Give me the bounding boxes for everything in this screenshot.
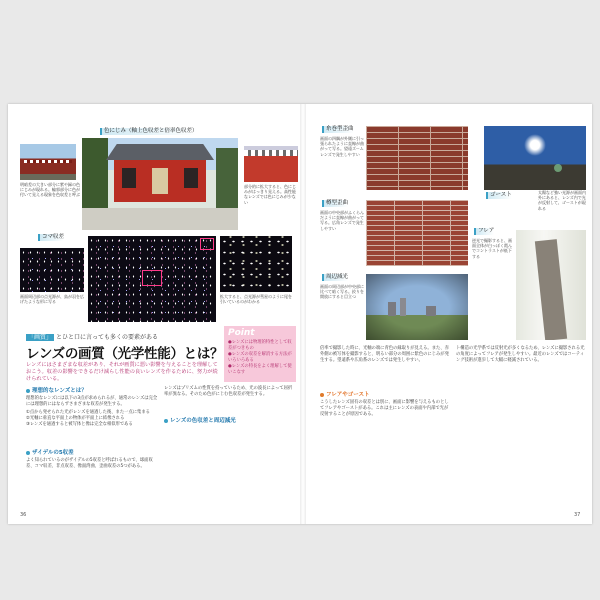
section-title-chromatic: 色にじみ（軸上色収差と倍率色収差） [100, 128, 198, 135]
heading-seidel-text: ザイデルの5収差 [32, 450, 74, 456]
heading-ideal-lens [26, 386, 87, 394]
section-title-flare: フレア [474, 228, 494, 235]
point-item: ●レンズの収差を解消する方法がいろいろある [228, 352, 292, 363]
brick-photo-pincushion [366, 200, 468, 266]
heading-seidel [26, 448, 74, 456]
heading-chroma [164, 416, 236, 424]
coma-starfield-photo [88, 236, 216, 322]
caption-ghost: 太陽など強い光源が画面内外にあると、レンズ内で光が反射して、ゴーストが現れる [538, 190, 586, 211]
section-title-pincushion: 樽型歪曲 [322, 200, 348, 207]
list-item: ①点から発せられた光がレンズを通過した後、また一点に集まる [26, 410, 150, 415]
section-title-vignette: 周辺減光 [322, 274, 348, 281]
point-list [228, 340, 292, 376]
heading-ghost [320, 390, 370, 398]
body-seidel: よく知られているのがザイデルの5収差と呼ばれるもので、球面収差、コマ収差、非点収差、像面湾曲、歪曲収差の5つがある。 [26, 458, 153, 470]
page-number-left: 36 [20, 512, 27, 518]
heading-ideal-lens-text: 理想的なレンズとは？ [32, 388, 87, 394]
caption-flare: 逆光で撮影すると、画面全体が白っぽく霞んでコントラストが低下する [472, 238, 512, 259]
section-title-ghost: ゴースト [486, 192, 512, 199]
vignette-photo [366, 274, 468, 340]
main-title: レンズの画質（光学性能）とは？ [26, 346, 224, 362]
point-item: ●レンズには物理的特性として収差がつきもの [228, 340, 292, 351]
chromatic-zoom-photo [244, 146, 298, 182]
caption-chromatic-right: 部分的に拡大すると、色にじみがはっきり見える。高性能なレンズでは色にじみが少ない [244, 184, 296, 205]
coma-inset-photo [20, 248, 84, 292]
temple-photo [82, 138, 238, 230]
point-label: Point [228, 328, 255, 338]
chromatic-inset-photo [20, 144, 76, 180]
intro-text: レンズにはさまざまな収差があり、それが画質に悪い影響を与えることを理解しておこう。収差の影響をできるだけ減らし性能の良いレンズを作るために、努力が続けられている。 [26, 362, 218, 382]
brick-photo-barrel [366, 126, 468, 190]
body-top-right: 倍率で撮影した時に、光軸の端に青色の縁取りが見える。また、赤外側の被写体を撮影すると、明るい部分の周囲に紫色のにじみが発生する。望遠系や広角系のレンズでは発生しやすい。 [320, 346, 449, 364]
heading-chroma-text: レンズの色収差と周辺減光 [170, 418, 236, 424]
caption-chromatic-left: 明暗差の大きい部分に紫や緑の色にじみが現れる。輪郭部分に色が付いて見える現象を色収差と呼ぶ [20, 182, 80, 198]
section-title-barrel: 糸巻型歪曲 [322, 126, 354, 133]
caption-coma-right: 拡大すると、点光源が彗星のように尾を引いているのがわかる [220, 294, 292, 305]
lead-line [26, 332, 158, 341]
bullet-icon [164, 419, 168, 423]
lead-tail: とひと口に言っても多くの要素がある [55, 334, 158, 341]
heading-ghost-text: フレアやゴースト [326, 392, 370, 398]
body-mid: レンズはプリズムの性質を持っているため、光の波長によって屈折率が異なる。そのため色がにじむ色収差が発生する。 [164, 386, 293, 398]
body-ghost: こうしたレンズ固有の収差とは別に、画面に影響を与えるものとしてフレアやゴーストがある。これは主にレンズの表面や内部で光が反射することが原因である。 [320, 400, 449, 418]
bullet-icon [26, 451, 30, 455]
list-item: ③レンズを通過すると被写体と像は完全な相似形である [26, 422, 133, 428]
point-item: ●レンズの特長をよく理解して使いこなす [228, 364, 292, 375]
section-title-coma: コマ収差 [38, 234, 64, 241]
caption-pincushion: 画面の中央部がふくらんだように直線が曲がって写る。広角レンズで発生しやすい [320, 210, 364, 231]
bullet-icon [26, 389, 30, 393]
flare-photo [516, 230, 586, 340]
bullet-icon [320, 393, 324, 397]
gutter [300, 104, 306, 524]
list-ideal [26, 410, 160, 429]
point-box [224, 326, 296, 382]
ghost-photo [484, 126, 586, 190]
caption-coma-left: 画面周辺部の点光源が、鳥が羽を広げたような形に写る [20, 294, 84, 305]
list-item: ②光軸に垂直な平面上の物体が平面上に結像される [26, 416, 125, 422]
caption-vignette: 画面の周辺部が中央部に比べて暗く写る。絞りを開放にすると目立つ [320, 284, 364, 300]
coma-zoom-photo [220, 236, 292, 292]
magazine-spread [8, 104, 592, 524]
caption-barrel: 画面の四隅が外側に引っ張られたように直線が曲がって写る。望遠ズームレンズで発生しやすい [320, 136, 364, 157]
page-number-right: 37 [574, 512, 581, 518]
body-ideal: 理想的なレンズには以下の3点が求められるが、通常のレンズは完全には理想的にはならずさまざまな収差が発生する。 [26, 396, 158, 408]
body-right-col: ト構造の光学系では反射光が多くなるため、レンズに撮影される光の角度によってフレアが発生しやすい。最近のレンズではコーティング技術が進歩して大幅に軽減されている。 [456, 346, 585, 364]
lead-label: 「画質」 [28, 334, 53, 341]
